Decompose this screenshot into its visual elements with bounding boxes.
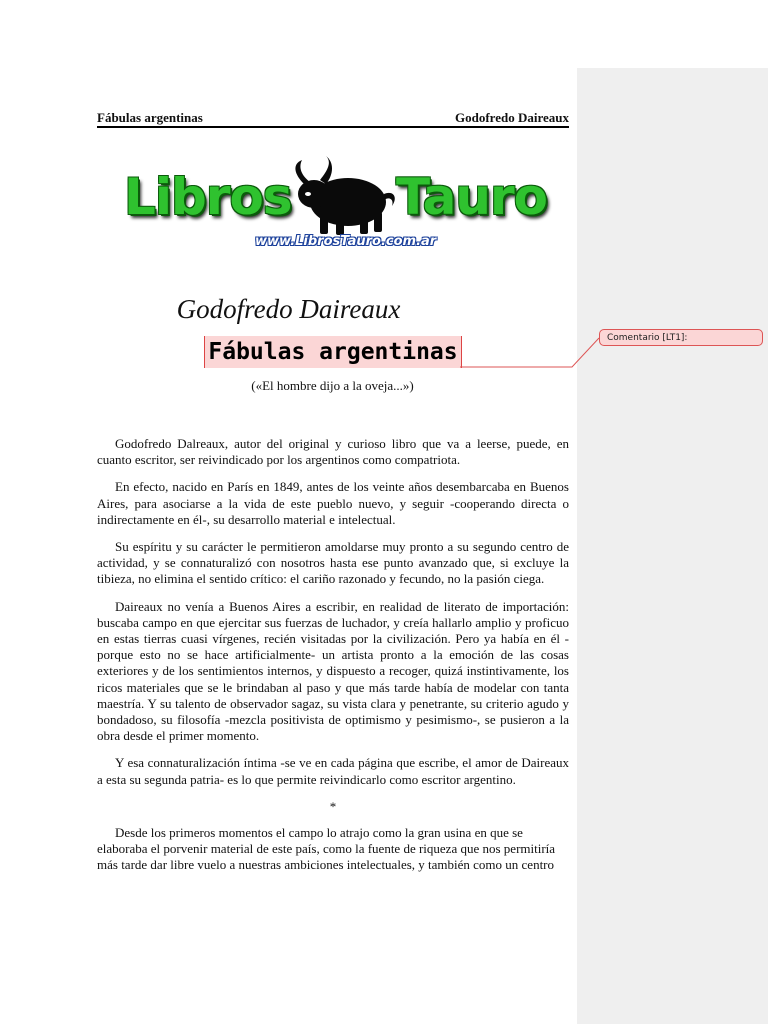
paragraph: Su espíritu y su carácter le permitieron amoldarse muy pronto a su segundo centro de actividad, y se connaturalizó con nosotros hasta ese punto avanzado que, si excluye la tibieza, no elimina el sentido crítico: el cariño razonado y fecundo, no la pasión ciega. (97, 539, 569, 587)
document-body (97, 436, 569, 885)
logo-url: www.LibrosTauro.com.ar (255, 234, 437, 249)
book-subtitle: («El hombre dijo a la oveja...») (251, 378, 414, 393)
top-strip (0, 0, 768, 68)
header-author: Godofredo Daireaux (455, 110, 569, 125)
paragraph: Daireaux no venía a Buenos Aires a escribir, en realidad de literato de importación: buscaba campo en que ejercitar sus fuerzas de luchador, y creía hallarlo amplio y proficuo en estas tierras cuasi vírgenes, recién visitadas por la civilización. Pero ya había en él - porque esto no se hace artificialmente- un artista pronto a la emoción de las cosas exteriores y de los sentimientos internos, y dispuesto a recoger, quizá instintivamente, los ricos materiales que se le brindaban al paso y que más tarde había de modelar con tanta maestría. Y su talento de observador sagaz, su vista clara y penetrante, su criterio agudo y bondadoso, su filosofía -mezcla positivista de optimismo y pesimismo-, se pusieron a la obra desde el primer momento. (97, 598, 569, 744)
bull-icon (280, 154, 400, 238)
comment-balloon[interactable]: Comentario [LT1]: (599, 329, 763, 346)
page-header (97, 110, 569, 128)
logo-word-libros: Libros (124, 168, 292, 226)
paragraph: En efecto, nacido en París en 1849, antes de los veinte años desembarcaba en Buenos Aires, para asociarse a la vida de este pueblo nuevo, y seguir -cooperando directa o indirectamente en él-, su desarrollo material e intelectual. (97, 479, 569, 527)
paragraph: Y esa connaturalización íntima -se ve en cada página que escribe, el amor de Daireaux a esta su segunda patria- es lo que permite reivindicarlo como escritor argentino. (97, 755, 569, 787)
book-title: Fábulas argentinas (208, 339, 458, 365)
paragraph: Godofredo Dalreaux, autor del original y curioso libro que va a leerse, puede, en cuanto escritor, ser reivindicado por los argentinos como compatriota. (97, 436, 569, 468)
title-comment-highlight[interactable] (204, 336, 462, 368)
section-separator: * (329, 798, 337, 814)
book-author: Godofredo Daireaux (176, 294, 401, 324)
paragraph: Desde los primeros momentos el campo lo atrajo como la gran usina en que se elaboraba el porvenir material de este país, como la fuente de riqueza que nos permitiría más tarde dar libre vuelo a nuestras ambiciones intelectuales, y también como un centro (97, 825, 556, 873)
comment-margin-pane (577, 68, 768, 1024)
header-title: Fábulas argentinas (97, 110, 203, 125)
libros-tauro-logo (120, 150, 548, 260)
logo-word-tauro: Tauro (396, 168, 548, 226)
